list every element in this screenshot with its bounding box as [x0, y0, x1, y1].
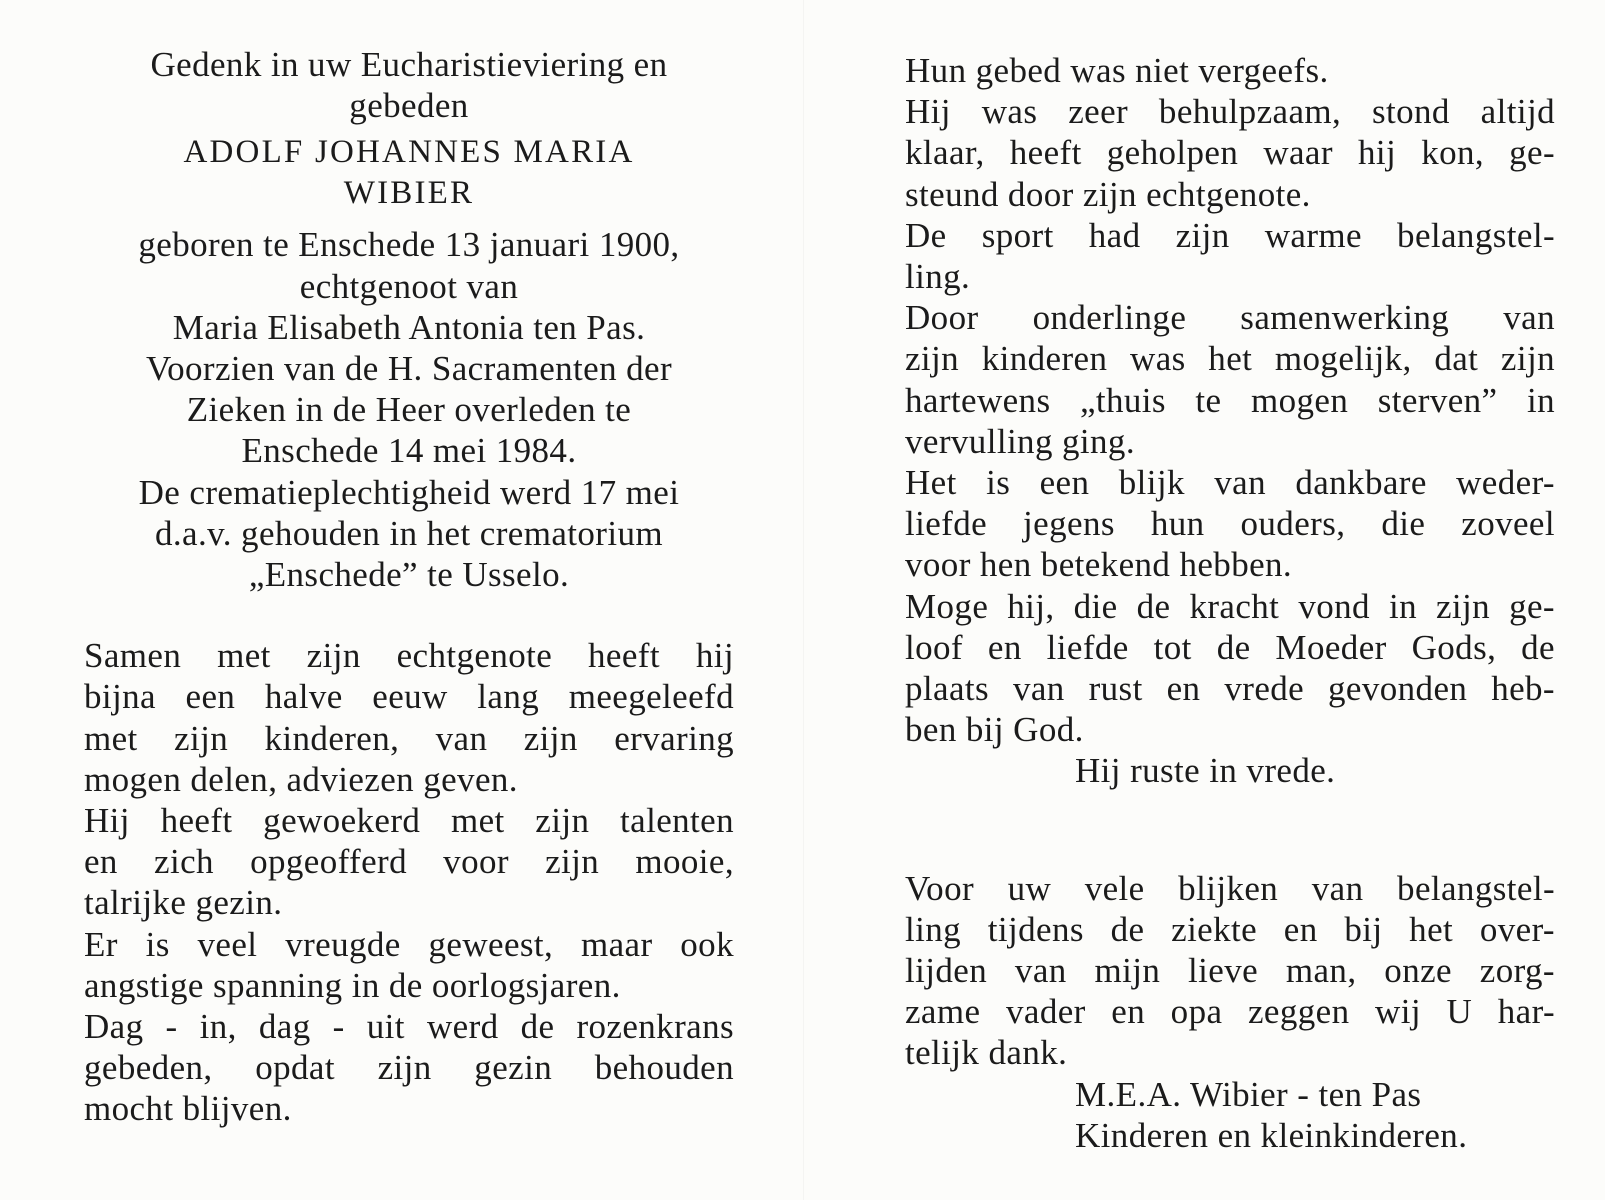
detail-line: echtgenoot van	[299, 266, 519, 306]
text-line: klaar, heeft geholpen waar hij kon, ge-	[905, 133, 1555, 173]
paragraph	[84, 1006, 734, 1130]
text-line: Samen met zijn echtgenote heeft hij	[84, 636, 734, 676]
fold-line	[803, 0, 804, 1200]
intro-line: Gedenk in uw Eucharistieviering en	[150, 45, 668, 84]
thanks-paragraph	[905, 868, 1555, 1074]
paragraph	[905, 586, 1555, 751]
text-line: Dag - in, dag - uit werd de rozenkrans	[84, 1007, 734, 1047]
text-line: Hun gebed was niet vergeefs.	[905, 51, 1329, 90]
closing-line: Hij ruste in vrede.	[1075, 751, 1336, 791]
text-line: ling tijdens de ziekte en bij het over-	[905, 909, 1555, 949]
detail-line: „Enschede” te Usselo.	[248, 555, 570, 595]
text-line: angstige spanning in de oorlogsjaren.	[84, 965, 621, 1005]
intro	[84, 44, 734, 126]
text-line: en zich opgeofferd voor zijn mooie,	[84, 842, 734, 882]
text-line: steund door zijn echtgenote.	[905, 174, 1311, 214]
text-line: plaats van rust en vrede gevonden heb-	[905, 669, 1555, 709]
detail-line: Voorzien van de H. Sacramenten der	[145, 349, 673, 389]
paragraph	[84, 635, 734, 800]
text-line: Hij heeft gewoekerd met zijn talenten	[84, 801, 734, 841]
paragraph	[905, 297, 1555, 462]
left-column	[84, 44, 734, 1130]
paragraph	[905, 50, 1555, 91]
paragraph	[84, 800, 734, 924]
text-line: telijk dank.	[905, 1033, 1068, 1073]
text-line: vervulling ging.	[905, 421, 1135, 461]
intro-line: gebeden	[349, 86, 469, 126]
detail-line: geboren te Enschede 13 januari 1900,	[138, 225, 680, 265]
life-details	[84, 224, 734, 595]
text-line: Hij was zeer behulpzaam, stond altijd	[905, 92, 1555, 132]
closing-blessing	[905, 750, 1555, 791]
text-line: loof en liefde tot de Moeder Gods, de	[905, 627, 1555, 667]
text-line: Voor uw vele blijken van belangstel-	[905, 868, 1555, 908]
name-line: ADOLF JOHANNES MARIA	[183, 134, 635, 171]
paragraph	[905, 215, 1555, 297]
signature	[905, 1074, 1555, 1156]
signature-line: M.E.A. Wibier - ten Pas	[1075, 1074, 1422, 1114]
text-line: mogen delen, adviezen geven.	[84, 759, 518, 799]
text-line: ben bij God.	[905, 710, 1084, 750]
text-line: lijden van mijn lieve man, onze zorg-	[905, 951, 1555, 991]
text-line: De sport had zijn warme belangstel-	[905, 215, 1555, 255]
text-line: gebeden, opdat zijn gezin behouden	[84, 1048, 734, 1088]
text-line: ling.	[905, 257, 971, 297]
detail-line: Enschede 14 mei 1984.	[241, 431, 577, 471]
right-column	[905, 50, 1555, 1156]
text-line: Moge hij, die de kracht vond in zijn ge-	[905, 586, 1555, 626]
text-line: Door onderlinge samenwerking van	[905, 298, 1555, 338]
text-line: zijn kinderen was het mogelijk, dat zijn	[905, 339, 1555, 379]
text-line: liefde jegens hun ouders, die zoveel	[905, 504, 1555, 544]
text-line: zame vader en opa zeggen wij U har-	[905, 992, 1555, 1032]
text-line: mocht blijven.	[84, 1089, 292, 1129]
deceased-name	[84, 132, 734, 214]
paragraph	[905, 462, 1555, 586]
detail-line: De crematieplechtigheid werd 17 mei	[138, 472, 680, 512]
text-line: bijna een halve eeuw lang meegeleefd	[84, 677, 734, 717]
text-line: Het is een blijk van dankbare weder-	[905, 463, 1555, 503]
name-line: WIBIER	[343, 175, 475, 212]
text-line: talrijke gezin.	[84, 883, 283, 923]
detail-line: Maria Elisabeth Antonia ten Pas.	[172, 307, 646, 347]
text-line: hartewens „thuis te mogen sterven” in	[905, 380, 1555, 420]
detail-line: Zieken in de Heer overleden te	[186, 390, 632, 430]
paragraph	[84, 924, 734, 1006]
paragraph	[905, 91, 1555, 215]
text-line: met zijn kinderen, van zijn ervaring	[84, 718, 734, 758]
signature-line: Kinderen en kleinkinderen.	[1075, 1115, 1468, 1155]
text-line: Er is veel vreugde geweest, maar ook	[84, 924, 734, 964]
detail-line: d.a.v. gehouden in het crematorium	[155, 513, 663, 553]
text-line: voor hen betekend hebben.	[905, 545, 1293, 585]
